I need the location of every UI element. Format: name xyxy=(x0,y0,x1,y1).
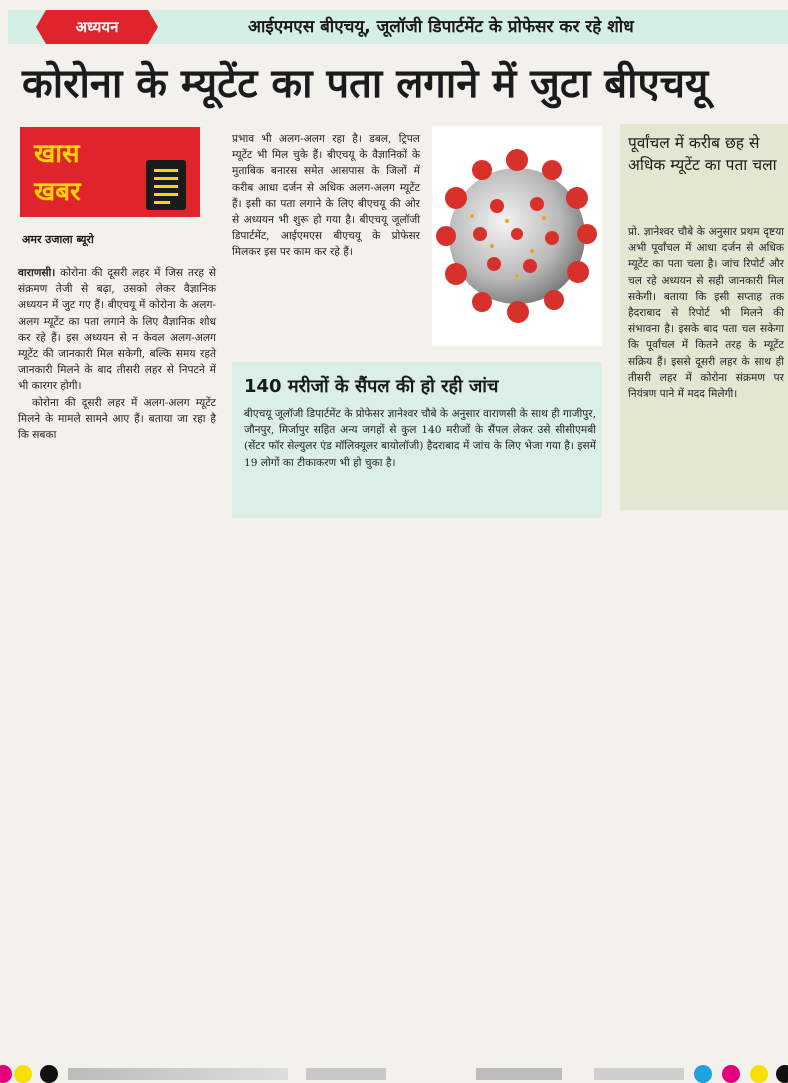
headline: कोरोना के म्यूटेंट का पता लगाने में जुटा बीएचयू xyxy=(22,61,709,107)
black-dot xyxy=(776,1065,788,1083)
byline: अमर उजाला ब्यूरो xyxy=(22,233,94,246)
article-column-2: प्रभाव भी अलग-अलग रहा है। डबल, ट्रिपल म्यूटेंट भी मिल चुके हैं। बीएचयू के वैज्ञानिकों के मुताबिक बनारस समेत आसपास के जिलों में करीब आधा दर्जन से अधिक अलग-अलग म्यूटेंट हैं। इसी का पता लगाने के लिए बीएचयू की ओर से अध्ययन भी शुरू हो गया है। बीएचयू जूलॉजी डिपार्टमेंट, आईएमएस बीएचयू के प्रोफेसर मिलकर इस पर काम कर रहे हैं। xyxy=(232,133,420,259)
article-column-1 xyxy=(18,265,216,443)
logo-text-line2: खबर xyxy=(34,177,81,207)
subsection-heading: 140 मरीजों के सैंपल की हो रही जांच xyxy=(244,376,499,397)
subsection-body: बीएचयू जूलॉजी डिपार्टमेंट के प्रोफेसर ज्ञानेश्वर चौबे के अनुसार वाराणसी के साथ ही गाजीपुर, जौनपुर, मिर्जापुर सहित अन्य जगहों से कुल 140 मरीजों के सैंपल लेकर उसे सीसीएमबी (सेंटर फॉर सेल्युलर एंड मॉलिक्यूलर बायोलॉजी) हैदराबाद में जांच के लिए भेजा गया है। इसमें 19 लोगों का टीकाकरण भी हो चुका है। xyxy=(244,408,596,469)
print-registration-strip xyxy=(0,528,788,566)
yellow-dot xyxy=(750,1065,768,1083)
dateline: वाराणसी। xyxy=(18,267,56,279)
gray-bar xyxy=(594,1068,684,1080)
virus-image xyxy=(432,126,602,346)
gray-bar xyxy=(476,1068,562,1080)
newspaper-icon xyxy=(146,160,186,210)
cyan-dot xyxy=(694,1065,712,1083)
virus-illustration xyxy=(432,126,602,346)
sidebar-title: पूर्वांचल में करीब छह से अधिक म्यूटेंट का पता चला xyxy=(628,134,777,174)
logo-text-line1: खास xyxy=(34,139,80,169)
yellow-dot xyxy=(14,1065,32,1083)
column1-paragraph-1: कोरोना की दूसरी लहर में जिस तरह से संक्रमण तेजी से बढ़ा, उसको लेकर वैज्ञानिक अध्ययन में जुट गए हैं। बीएचयू में कोरोना के अलग-अलग म्यूटेंट का पता लगाने के लिए वैज्ञानिक शोध कर रहे हैं। इस अध्ययन से न केवल अलग-अलग म्यूटेंट की जानकारी मिल सकेगी, बल्कि समय रहते जानकारी मिलने के बाद तीसरी लहर से निपटने में भी कारगर होगी। xyxy=(18,267,216,393)
magenta-dot xyxy=(722,1065,740,1083)
black-dot xyxy=(40,1065,58,1083)
kicker-text: आईएमएस बीएचयू, जूलॉजी डिपार्टमेंट के प्रोफेसर कर रहे शोध xyxy=(248,17,634,37)
sidebar-body: प्रो. ज्ञानेश्वर चौबे के अनुसार प्रथम दृष्टया अभी पूर्वांचल में आधा दर्जन से अधिक म्यूटेंट का पता चला है। जांच रिपोर्ट और चल रहे अध्ययन से सही जानकारी मिल सकेगी। बताया कि इसी सप्ताह तक हैदराबाद से रिपोर्ट भी मिलने की संभावना है। इसके बाद पता चल सकेगा कि पूर्वांचल में कितने तरह के म्यूटेंट सक्रिय हैं। इससे दूसरी लहर के साथ ही तीसरी लहर में कोरोना संक्रमण पर नियंत्रण पाने में मदद मिलेगी। xyxy=(628,226,784,401)
gray-bar xyxy=(68,1068,288,1080)
column1-paragraph-2: कोरोना की दूसरी लहर में अलग-अलग म्यूटेंट मिलने के मामले सामने आए हैं। बताया जा रहा है कि सबका xyxy=(18,396,216,442)
gray-bar xyxy=(306,1068,386,1080)
magenta-dot xyxy=(0,1065,12,1083)
kicker-tag: अध्ययन xyxy=(46,10,148,44)
